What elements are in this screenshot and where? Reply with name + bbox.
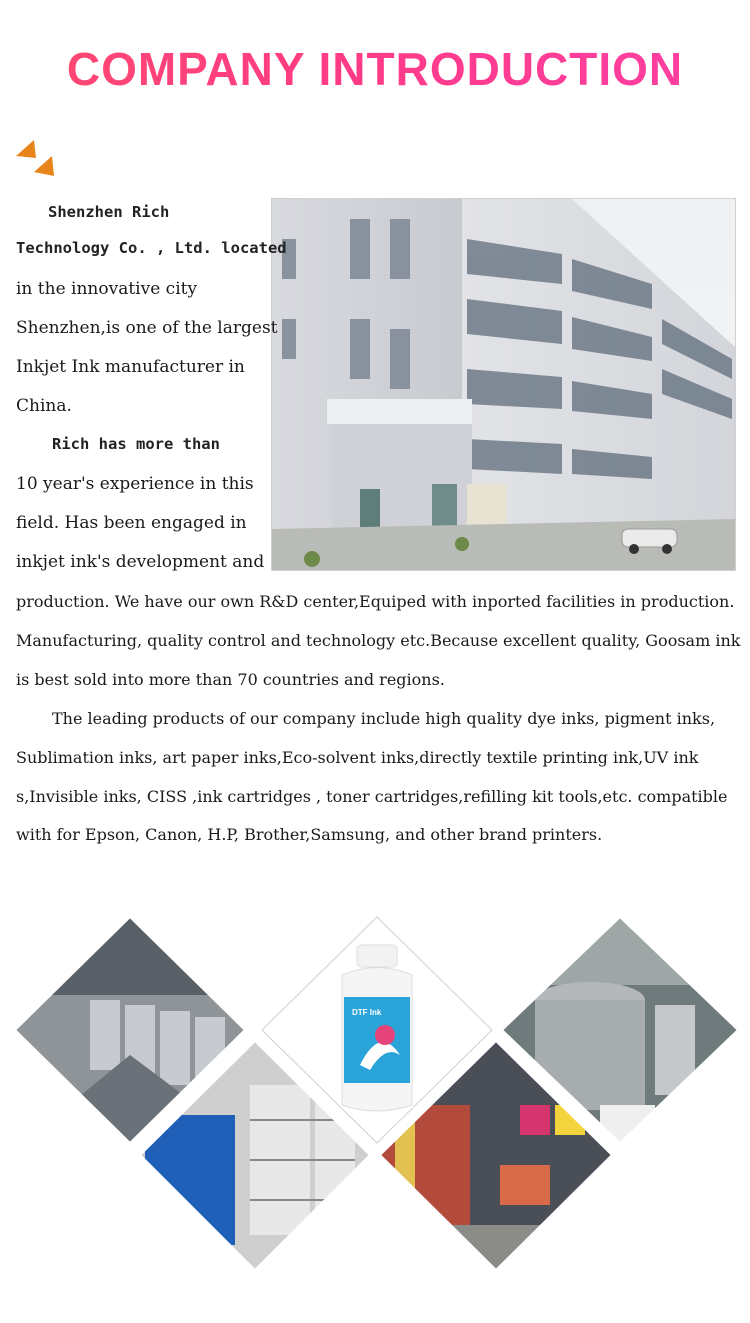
- intro-line-15: Sublimation inks, art paper inks,Eco-solvent inks,directly textile printing ink,UV ink: [16, 748, 699, 767]
- intro-line-12: Manufacturing, quality control and technology etc.Because excellent quality, Goosam ink: [16, 631, 741, 650]
- intro-line-9: field. Has been engaged in: [16, 513, 247, 533]
- intro-line-5: Inkjet Ink manufacturer in: [16, 357, 245, 377]
- intro-line-17: with for Epson, Canon, H.P, Brother,Samsung, and other brand printers.: [16, 825, 603, 844]
- intro-line-8: 10 year's experience in this: [16, 474, 254, 494]
- intro-line-10: inkjet ink's development and: [16, 552, 265, 572]
- intro-line-13: is best sold into more than 70 countries and regions.: [16, 670, 445, 689]
- intro-line-6: China.: [16, 396, 72, 416]
- intro-line-7: Rich has more than: [52, 435, 220, 453]
- intro-line-4: Shenzhen,is one of the largest: [16, 318, 278, 338]
- factory-photo-collage: [0, 905, 750, 1285]
- building-photo: [271, 198, 736, 571]
- intro-line-16: s,Invisible inks, CISS ,ink cartridges , toner cartridges,refilling kit tools,etc. compatible: [16, 787, 728, 806]
- orange-arrows-icon: [14, 138, 62, 182]
- page-title: COMPANY INTRODUCTION: [0, 42, 750, 96]
- bottle-label: DTF Ink: [352, 1008, 382, 1017]
- intro-line-14: The leading products of our company include high quality dye inks, pigment inks,: [52, 709, 716, 728]
- intro-line-11: production. We have our own R&D center,Equiped with inported facilities in production.: [16, 592, 735, 611]
- intro-line-1: Shenzhen Rich: [48, 203, 170, 221]
- intro-line-3: in the innovative city: [16, 279, 198, 299]
- intro-line-2: Technology Co. , Ltd. located: [16, 239, 287, 257]
